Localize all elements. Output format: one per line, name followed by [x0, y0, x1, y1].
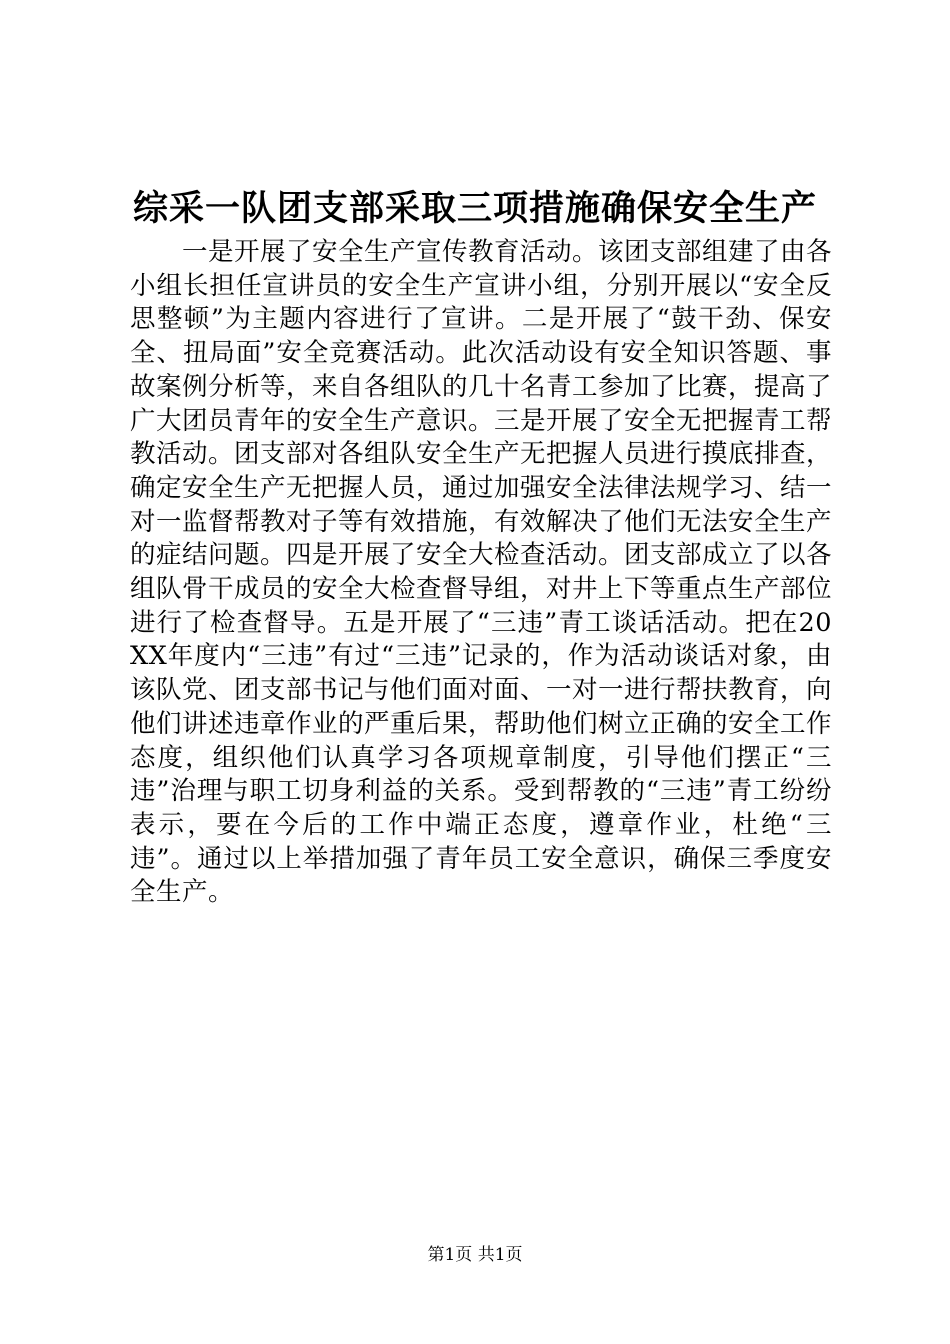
- document-title: 综采一队团支部采取三项措施确保安全生产: [132, 188, 817, 229]
- document-body-paragraph: 一是开展了安全生产宣传教育活动。该团支部组建了由各小组长担任宣讲员的安全生产宣讲小组，分别开展以“安全反思整顿”为主题内容进行了宣讲。二是开展了“鼓干劲、保安全、扭局面”安全竞赛活动。此次活动设有安全知识答题、事故案例分析等，来自各组队的几十名青工参加了比赛，提高了广大团员青年的安全生产意识。三是开展了安全无把握青工帮教活动。团支部对各组队安全生产无把握人员进行摸底排查，确定安全生产无把握人员，通过加强安全法律法规学习、结一对一监督帮教对子等有效措施，有效解决了他们无法安全生产的症结问题。四是开展了安全大检查活动。团支部成立了以各组队骨干成员的安全大检查督导组，对井上下等重点生产部位进行了检查督导。五是开展了“三违”青工谈话活动。把在20XX年度内“三违”有过“三违”记录的，作为活动谈话对象，由该队党、团支部书记与他们面对面、一对一进行帮扶教育，向他们讲述违章作业的严重后果，帮助他们树立正确的安全工作态度，组织他们认真学习各项规章制度，引导他们摆正“三违”治理与职工切身利益的关系。受到帮教的“三违”青工纷纷表示，要在今后的工作中端正态度，遵章作业，杜绝“三违”。通过以上举措加强了青年员工安全意识，确保三季度安全生产。: [130, 237, 833, 908]
- page-footer: 第1页 共1页: [427, 1245, 523, 1265]
